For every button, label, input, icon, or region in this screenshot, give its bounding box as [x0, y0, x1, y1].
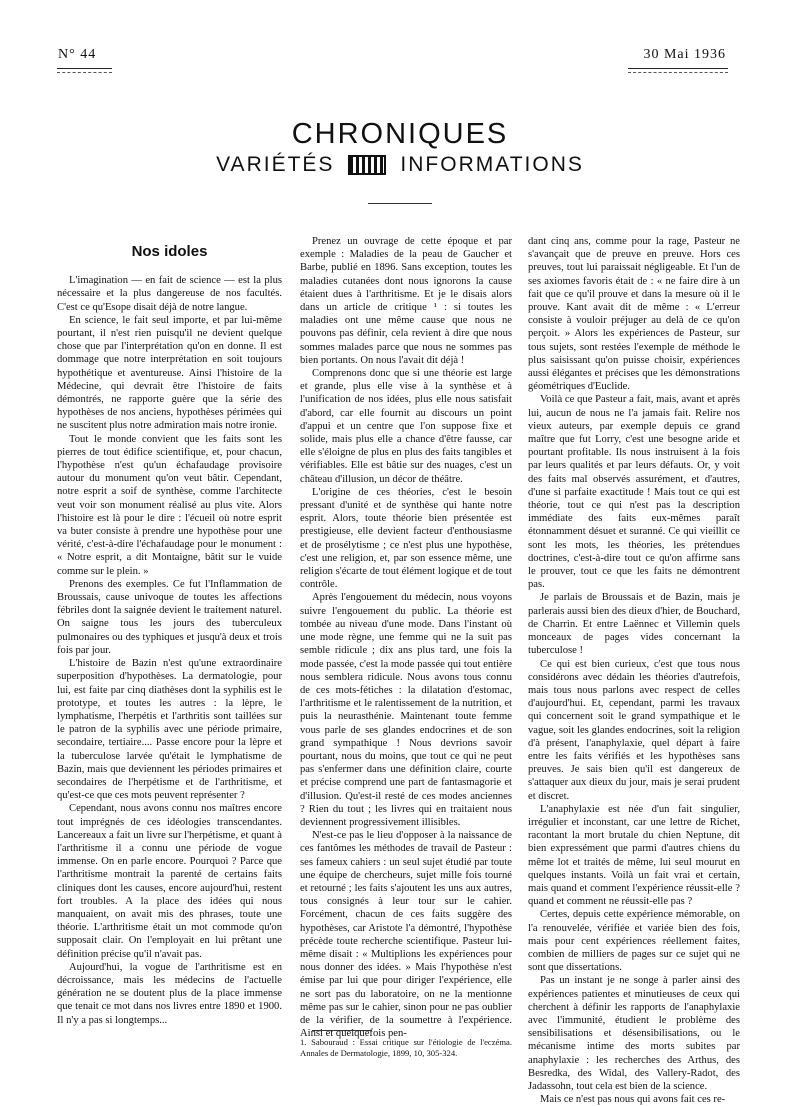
- paragraph: En science, le fait seul importe, et par lui-même pourtant, il n'est rien puisqu'il ne devient quelque chose que par l'interprétation qu'on en donne. Il est dommage que notre interprétation en soit toujours hypothétique et aventureuse. Ainsi l'histoire de la Médecine, qui devrait être l'histoire de faits démontrés, ne rapporte guère que la série des hypothèses de nos anciens, hypothèses périmées qui ne suscitent plus notre admiration mais notre ironie.: [57, 314, 282, 432]
- masthead-right: INFORMATIONS: [400, 153, 584, 176]
- paragraph: L'imagination — en fait de science — est la plus nécessaire et la plus dangereuse de nos facultés. C'est ce qu'Esope disait déjà de notre langue.: [57, 275, 282, 313]
- column-3: [528, 235, 740, 1106]
- paragraph: Tout le monde convient que les faits sont les pierres de tout édifice scientifique, et, pour chacun, l'hypothèse n'est qu'un échafaudage provisoire autour du monument qu'on veut bâtir. Cependant, notre esprit a soif de synthèse, comme l'architecte veut voir son monument réalisé au plus vite. Alors l'histoire est là pour le dire : l'écueil où notre esprit va buter consiste à prendre une hypothèse pour une vérité, c'est-à-dire l'échafaudage pour le monument : « Notre esprit, a dit Montaigne, bâtit sur le vuide comme sur le plein. »: [57, 433, 282, 577]
- header-rule-right-2: [628, 72, 728, 73]
- paragraph: Certes, depuis cette expérience mémorable, on l'a renouvelée, vérifiée et variée bien des fois, mais pour cent expériences réellement faites, combien de milliers de pages sur ce sujet qui ne sont que dissertations.: [528, 909, 740, 974]
- paragraph: Aujourd'hui, la vogue de l'arthritisme est en décroissance, mais les médecins de l'actuelle génération ne se doutent plus de la place immense que tenait ce mot dans nos livres entre 1890 et 1900. Il n'y a pas si longtemps...: [57, 961, 282, 1026]
- footnote: 1. Sabouraud : Essai critique sur l'étiologie de l'eczéma. Annales de Dermatologie, 1899, 10, 305-324.: [300, 1037, 512, 1058]
- paragraph: L'anaphylaxie est née d'un fait singulier, irrégulier et inconstant, car une lettre de Richet, racontant la mort brutale du chien Neptune, dit bien expressément que parmi d'autres chiens du même lot et traités de même, lui seul mourut en quelques instants. Voilà un fait vrai et certain, mais quand et comment l'expérience réussit-elle ? quand et comment ne réussit-elle pas ?: [528, 803, 740, 908]
- masthead-subtitle: [0, 153, 800, 177]
- masthead-title: CHRONIQUES: [291, 118, 509, 150]
- article-title: Nos idoles: [131, 243, 208, 260]
- header-rule-right: [628, 68, 728, 69]
- header-rule-left: [57, 68, 112, 69]
- paragraph: Pas un instant je ne songe à parler ainsi des expériences patientes et minutieuses de ceux qui cherchent à définir les rapports de l'anaphylaxie avec l'immunité, étudient le problème des sensibilisations et désensibilisations, ou le mécanisme intime des morts subites par anaphylaxie : les recherches des Arthus, des Besredka, des Widal, des Vallery-Radot, des Jadassohn, tout cela est bien de la science.: [528, 975, 740, 1092]
- paragraph: Prenez un ouvrage de cette époque et par exemple : Maladies de la peau de Gaucher et Barbe, publié en 1896. Sans exception, toutes les maladies cutanées dont nous ignorons la cause étaient dues à l'arthritisme. Et je le disais alors dans un article de critique ¹ : si toutes les maladies ont une même cause que nous ne pouvons pas définir, cela revient à dire que nous sommes malades parce que nous ne sommes pas bien portants. On nous l'avait dit déjà !: [300, 236, 512, 366]
- paragraph: dant cinq ans, comme pour la rage, Pasteur ne s'avançait que de preuve en preuve. Hors ces preuves, tout lui paraissait négligeable. Et l'un de ses axiomes favoris était de : « ne faire dire à un fait que ce qu'il prouve et dans la mesure où il le prouve. Kant avait dit de même : « L'erreur consiste à vouloir préjuger au delà de ce qu'on perçoit. » Alors les expériences de Pasteur, sur tous sujets, sont restées l'exemple de méthode le plus saisissant qu'on puisse choisir, expériences aussi élégantes et précises que les démonstrations géométriques d'Euclide.: [528, 236, 740, 393]
- paragraph: Voilà ce que Pasteur a fait, mais, avant et après lui, aucun de nous ne l'a jamais fait. Relire nos vieux auteurs, par exemple depuis ce grand maître que fut Lorry, c'est une besogne aride et pourtant profitable. Ils nous instruisent à la fois par leurs qualités et par leurs défauts. Or, y voit des faits mal observés assurément, et d'autres, d'une si parfaite exactitude ! Mais tout ce qui est théorie, tout ce qui n'est pas la description immédiate des faits eux-mêmes paraît étonnamment désuet et suranné. Ce qui vieillit ce sont les mots, les théories, les prétendues doctrines, c'est-à-dire tout ce qu'on affirme sans le prouver, tout ce que les faits ne démontrent pas.: [528, 394, 740, 591]
- column-2: [300, 235, 512, 1040]
- paragraph: Prenons des exemples. Ce fut l'Inflammation de Broussais, cause univoque de toutes les affections fébriles dont la saignée devient le traitement naturel. On saigne tous les jours des tuberculeux pulmonaires ou des typhiques et jusqu'à deux et trois fois par jour.: [57, 578, 282, 656]
- paragraph: Ce qui est bien curieux, c'est que tous nous considérons avec dédain les théories d'autrefois, mais tous nous parlons avec respect de celles d'aujourd'hui. Et, cependant, parmi les travaux qui concernent soit le grand sympathique et le vague, soit les glandes endocrines, soit la religion d'à présent, l'anaphylaxie, quel départ à faire entre les faits vérifiés et les hypothèses sans preuves. Je sais bien qu'il est dangereux de s'attaquer aux dieux du jour, mais je serai prudent et discret.: [528, 658, 740, 802]
- masthead-left: VARIÉTÉS: [216, 153, 335, 176]
- paragraph: L'origine de ces théories, c'est le besoin pressant d'unité et de synthèse qui hante notre esprit. Alors, toute théorie bien présentée est prestigieuse, elle devient facteur d'enthousiasme et de prosélytisme ; ce n'est plus une hypothèse, c'est une religion, et, par son essence même, une religion s'écarte de tout élément logique et de tout contrôle.: [300, 486, 512, 591]
- ornament-icon: [348, 155, 386, 175]
- paragraph: Je parlais de Broussais et de Bazin, mais je parlerais aussi bien des dieux d'hier, de Bouchard, de Charrin. Et entre Laënnec et Villemin quels monceaux de pages vides concernant la tuberculose !: [528, 592, 740, 657]
- paragraph: Après l'engouement du médecin, nous voyons suivre l'engouement du public. La théorie est tombée au niveau d'une mode. Dans l'instant où une mode règne, une femme qui ne la suit pas semble ridicule ; dix ans plus tard, une fois la mode passée, c'est la mode passée qui tout entière nous semblera ridicule. Nous avons tous connu de ces mots-fétiches : la dilatation d'estomac, l'arthritisme et le ralentissement de la nutrition, et puis la neurasthénie. Maintenant toute femme vous parle de ses glandes endocrines et de son grand sympathique ! Nous devrions savoir pourtant, nous du moins, que tout ce qui ne peut pas s'enfermer dans une définition claire, courte et précise comprend une part de fantasmagorie et d'illusion. Qu'est-il resté de ces modes anciennes ? Rien du tout ; les livres qui en traitaient nous deviennent progressivement illisibles.: [300, 592, 512, 828]
- masthead-separator: [368, 203, 432, 204]
- header-rule-left-2: [57, 72, 112, 73]
- issue-date: 30 Mai 1936: [643, 47, 726, 62]
- paragraph: L'histoire de Bazin n'est qu'une extraordinaire superposition d'hypothèses. La dermatologie, pour lui, est faite par cinq diathèses dont la syphilis est le prototype, et toutes les autres : la lèpre, le lymphatisme, l'herpétis et l'arthritis sont taillées sur le patron de la syphilis avec une période primaire, secondaire, tertiaire.... Passe encore pour la lèpre et la tuberculose larvée qu'était le lymphatisme de Bazin, mais que deviennent les périodes primaires et secondaires de l'herpétisme et de l'arthritisme, et qu'est-ce que ces mots peuvent représenter ?: [57, 658, 282, 802]
- paragraph: Comprenons donc que si une théorie est large et grande, plus elle vise à la synthèse et à l'unification de nos idées, plus elle nous satisfait d'abord, car elle fournit au discours un point d'appui et un centre que l'on suppose fixe et solide, mais plus elle a chance d'être fausse, car elle s'éloigne de plus en plus des faits tangibles et vérifiables. Elle est bâtie sur des nuages, c'est un château d'illusion, un décor de théâtre.: [300, 368, 512, 485]
- paragraph: Cependant, nous avons connu nos maîtres encore tout imprégnés de ces idéologies transcendantes. Lancereaux a fait un livre sur l'herpétisme, et quant à l'arthritisme il a connu une période de vogue immense. On en parle encore. Pourquoi ? Parce que l'arthritisme montrait la parenté de certains faits cliniques dont les causes, encore aujourd'hui, restent fort troubles. A la place des idées qui nous manquaient, on avait mis des phrases, toute une théorie. L'arthritisme était un mot commode qu'on supposait clair. On l'employait en lui prêtant une définition précise qu'il n'avait pas.: [57, 803, 282, 960]
- column-1: [57, 235, 282, 1027]
- paragraph: Mais ce n'est pas nous qui avons fait ces re-: [540, 1094, 726, 1106]
- issue-number: N° 44: [58, 47, 97, 62]
- paragraph: N'est-ce pas le lieu d'opposer à la naissance de ces fantômes les méthodes de travail de Pasteur : ses fameux cahiers : un seul sujet étudié par toute une équipe de chercheurs, sujet mille fois tourné et retourné ; les faits s'ajoutent les uns aux autres, tous consignés à leur tour sur le cahier. Forcément, chacun de ces faits suggère des hypothèses, car Aristote l'a démontré, l'hypothèse précède toute recherche scientifique. Pasteur lui-même disait : « Multiplions les expériences pour nous donner des idées. » Mais l'hypothèse n'est émise par lui que pour diriger l'expérience, elle ne sort pas du laboratoire, on ne la mentionne même pas sur le cahier, sinon pour ne pas oublier de la vérifier, de la soumettre à l'expérience. Ainsi et quelquefois pen-: [300, 830, 512, 1040]
- footnote-rule: [312, 1030, 372, 1031]
